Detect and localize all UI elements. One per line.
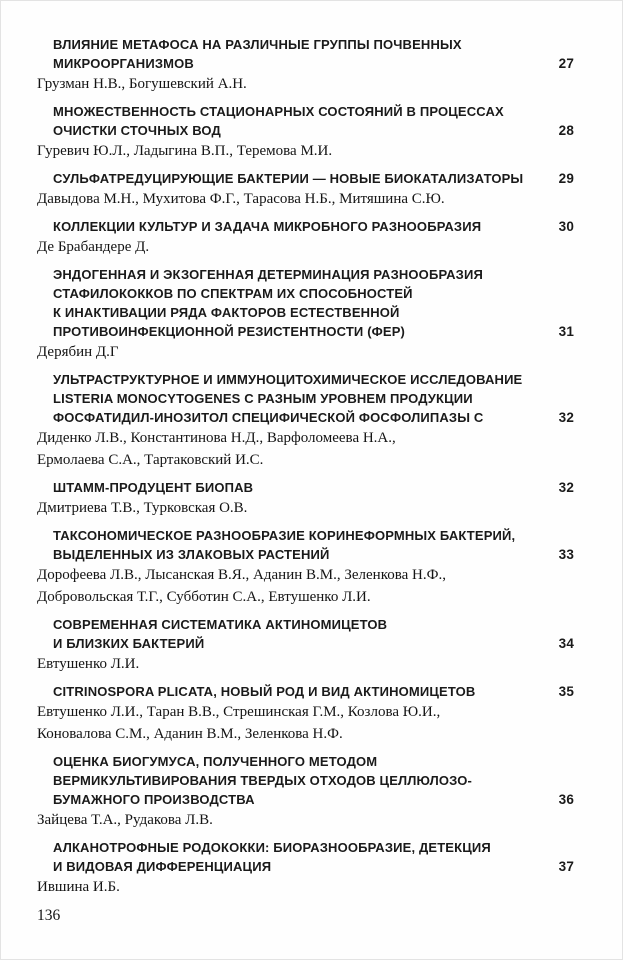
entry-page-number: 34 (558, 636, 574, 651)
entry-title-text: БУМАЖНОГО ПРОИЗВОДСТВА (53, 792, 255, 807)
entry-page-number: 28 (558, 123, 574, 138)
entry-title (37, 169, 574, 188)
entry-authors (37, 236, 574, 258)
entry-page-number: 36 (558, 792, 574, 807)
entry-page-number: 27 (558, 56, 574, 71)
entry-title-text: И ВИДОВАЯ ДИФФЕРЕНЦИАЦИЯ (53, 859, 272, 874)
toc-entry (37, 217, 574, 258)
entry-title (37, 265, 574, 341)
entry-title-line (37, 35, 574, 54)
entry-page-number: 37 (558, 859, 574, 874)
entry-title (37, 35, 574, 73)
entry-title (37, 370, 574, 427)
entry-title-line (37, 408, 574, 427)
entry-author-line: Диденко Л.В., Константинова Н.Д., Варфоломеева Н.А., (37, 430, 396, 446)
page-folio-number: 136 (37, 907, 61, 924)
entry-title-line (37, 284, 574, 303)
toc-entry (37, 169, 574, 210)
entry-title-text: МНОЖЕСТВЕННОСТЬ СТАЦИОНАРНЫХ СОСТОЯНИЙ В ПРОЦЕССАХ (53, 104, 504, 119)
entry-title-line (37, 54, 574, 73)
entry-title-line (37, 634, 574, 653)
entry-title-line (37, 478, 574, 497)
entry-author-line: Евтушенко Л.И., Таран В.В., Стрешинская Г.М., Козлова Ю.И., (37, 704, 441, 720)
entry-title-text: АЛКАНОТРОФНЫЕ РОДОКОККИ: БИОРАЗНООБРАЗИЕ, ДЕТЕКЦИЯ (53, 840, 491, 855)
toc-entry (37, 35, 574, 95)
entry-title-line (37, 102, 574, 121)
entry-title-text: LISTERIA MONOCYTOGENES С РАЗНЫМ УРОВНЕМ ПРОДУКЦИИ (53, 391, 473, 406)
entry-title-line (37, 615, 574, 634)
entry-title-line (37, 217, 574, 236)
toc-entry (37, 526, 574, 608)
toc-entry (37, 102, 574, 162)
entry-authors (37, 140, 574, 162)
entry-title-line (37, 752, 574, 771)
entry-author-line: Коновалова С.М., Аданин В.М., Зеленкова Н.Ф. (37, 726, 343, 742)
entry-title-text: СТАФИЛОКОККОВ ПО СПЕКТРАМ ИХ СПОСОБНОСТЕЙ (53, 286, 413, 301)
entry-title-line (37, 169, 574, 188)
entry-title-line (37, 838, 574, 857)
entry-title-text: ВЫДЕЛЕННЫХ ИЗ ЗЛАКОВЫХ РАСТЕНИЙ (53, 547, 330, 562)
entry-page-number: 33 (558, 547, 574, 562)
entry-author-line: Гуревич Ю.Л., Ладыгина В.П., Теремова М.И. (37, 143, 333, 159)
entry-title-text: И БЛИЗКИХ БАКТЕРИЙ (53, 636, 205, 651)
toc-entry (37, 752, 574, 831)
entry-authors (37, 73, 574, 95)
entry-page-number: 31 (558, 324, 574, 339)
entry-author-line: Ившина И.Б. (37, 879, 120, 895)
entry-title (37, 838, 574, 876)
entry-title (37, 478, 574, 497)
entry-page-number: 30 (558, 219, 574, 234)
entry-author-line: Дерябин Д.Г (37, 344, 119, 360)
entry-title-text: ПРОТИВОИНФЕКЦИОННОЙ РЕЗИСТЕНТНОСТИ (ФЕР) (53, 324, 406, 339)
entry-authors (37, 341, 574, 363)
toc-entry (37, 838, 574, 898)
entry-title (37, 682, 574, 701)
entry-title-line (37, 682, 574, 701)
entry-author-line: Евтушенко Л.И. (37, 656, 140, 672)
entry-title-line (37, 857, 574, 876)
toc-entry (37, 265, 574, 363)
entry-title-line (37, 771, 574, 790)
entry-authors (37, 653, 574, 675)
entry-authors (37, 188, 574, 210)
entry-title-line (37, 526, 574, 545)
entry-title (37, 752, 574, 809)
entry-title-text: CITRINOSPORA PLICATA, НОВЫЙ РОД И ВИД АКТИНОМИЦЕТОВ (53, 684, 476, 699)
entry-title (37, 615, 574, 653)
entry-authors (37, 701, 574, 745)
entry-title-line (37, 790, 574, 809)
entry-author-line: Дорофеева Л.В., Лысанская В.Я., Аданин В.М., Зеленкова Н.Ф., (37, 567, 446, 583)
entry-authors (37, 809, 574, 831)
entry-authors (37, 497, 574, 519)
entry-title-text: МИКРООРГАНИЗМОВ (53, 56, 194, 71)
entry-title-text: УЛЬТРАСТРУКТУРНОЕ И ИММУНОЦИТОХИМИЧЕСКОЕ ИССЛЕДОВАНИЕ (53, 372, 523, 387)
entry-page-number: 29 (558, 171, 574, 186)
entry-title-line (37, 389, 574, 408)
entry-title-text: ВЛИЯНИЕ МЕТАФОСА НА РАЗЛИЧНЫЕ ГРУППЫ ПОЧВЕННЫХ (53, 37, 462, 52)
entry-title (37, 102, 574, 140)
entry-author-line: Добровольская Т.Г., Субботин С.А., Евтушенко Л.И. (37, 589, 371, 605)
entry-authors (37, 564, 574, 608)
entry-author-line: Грузман Н.В., Богушевский А.Н. (37, 76, 247, 92)
entry-author-line: Зайцева Т.А., Рудакова Л.В. (37, 812, 213, 828)
toc-entry (37, 478, 574, 519)
entry-title-text: ВЕРМИКУЛЬТИВИРОВАНИЯ ТВЕРДЫХ ОТХОДОВ ЦЕЛЛЮЛОЗО- (53, 773, 473, 788)
entry-title-text: ФОСФАТИДИЛ-ИНОЗИТОЛ СПЕЦИФИЧЕСКОЙ ФОСФОЛИПАЗЫ С (53, 410, 484, 425)
entry-title-line (37, 370, 574, 389)
entry-title-text: ОЦЕНКА БИОГУМУСА, ПОЛУЧЕННОГО МЕТОДОМ (53, 754, 378, 769)
entry-title-text: СУЛЬФАТРЕДУЦИРУЮЩИЕ БАКТЕРИИ — НОВЫЕ БИОКАТАЛИЗАТОРЫ (53, 171, 524, 186)
entry-title-text: ТАКСОНОМИЧЕСКОЕ РАЗНООБРАЗИЕ КОРИНЕФОРМНЫХ БАКТЕРИЙ, (53, 528, 516, 543)
entry-title-line (37, 303, 574, 322)
entry-author-line: Дмитриева Т.В., Турковская О.В. (37, 500, 248, 516)
toc-entry (37, 682, 574, 745)
entry-title-text: ОЧИСТКИ СТОЧНЫХ ВОД (53, 123, 221, 138)
toc-entry (37, 370, 574, 471)
entry-title-text: ЭНДОГЕННАЯ И ЭКЗОГЕННАЯ ДЕТЕРМИНАЦИЯ РАЗНООБРАЗИЯ (53, 267, 483, 282)
entry-title (37, 217, 574, 236)
entry-author-line: Де Брабандере Д. (37, 239, 150, 255)
entry-page-number: 35 (558, 684, 574, 699)
entry-title-line (37, 121, 574, 140)
entry-title-line (37, 265, 574, 284)
entry-title-line (37, 322, 574, 341)
entry-authors (37, 876, 574, 898)
entry-page-number: 32 (558, 480, 574, 495)
entry-title-text: СОВРЕМЕННАЯ СИСТЕМАТИКА АКТИНОМИЦЕТОВ (53, 617, 388, 632)
entry-author-line: Ермолаева С.А., Тартаковский И.С. (37, 452, 264, 468)
entry-author-line: Давыдова М.Н., Мухитова Ф.Г., Тарасова Н.Б., Митяшина С.Ю. (37, 191, 445, 207)
toc-entries (37, 35, 574, 898)
entry-title-text: ШТАММ-ПРОДУЦЕНТ БИОПАВ (53, 480, 254, 495)
entry-title-line (37, 545, 574, 564)
entry-page-number: 32 (558, 410, 574, 425)
entry-title-text: КОЛЛЕКЦИИ КУЛЬТУР И ЗАДАЧА МИКРОБНОГО РАЗНООБРАЗИЯ (53, 219, 482, 234)
entry-title (37, 526, 574, 564)
entry-authors (37, 427, 574, 471)
toc-entry (37, 615, 574, 675)
entry-title-text: К ИНАКТИВАЦИИ РЯДА ФАКТОРОВ ЕСТЕСТВЕННОЙ (53, 305, 400, 320)
